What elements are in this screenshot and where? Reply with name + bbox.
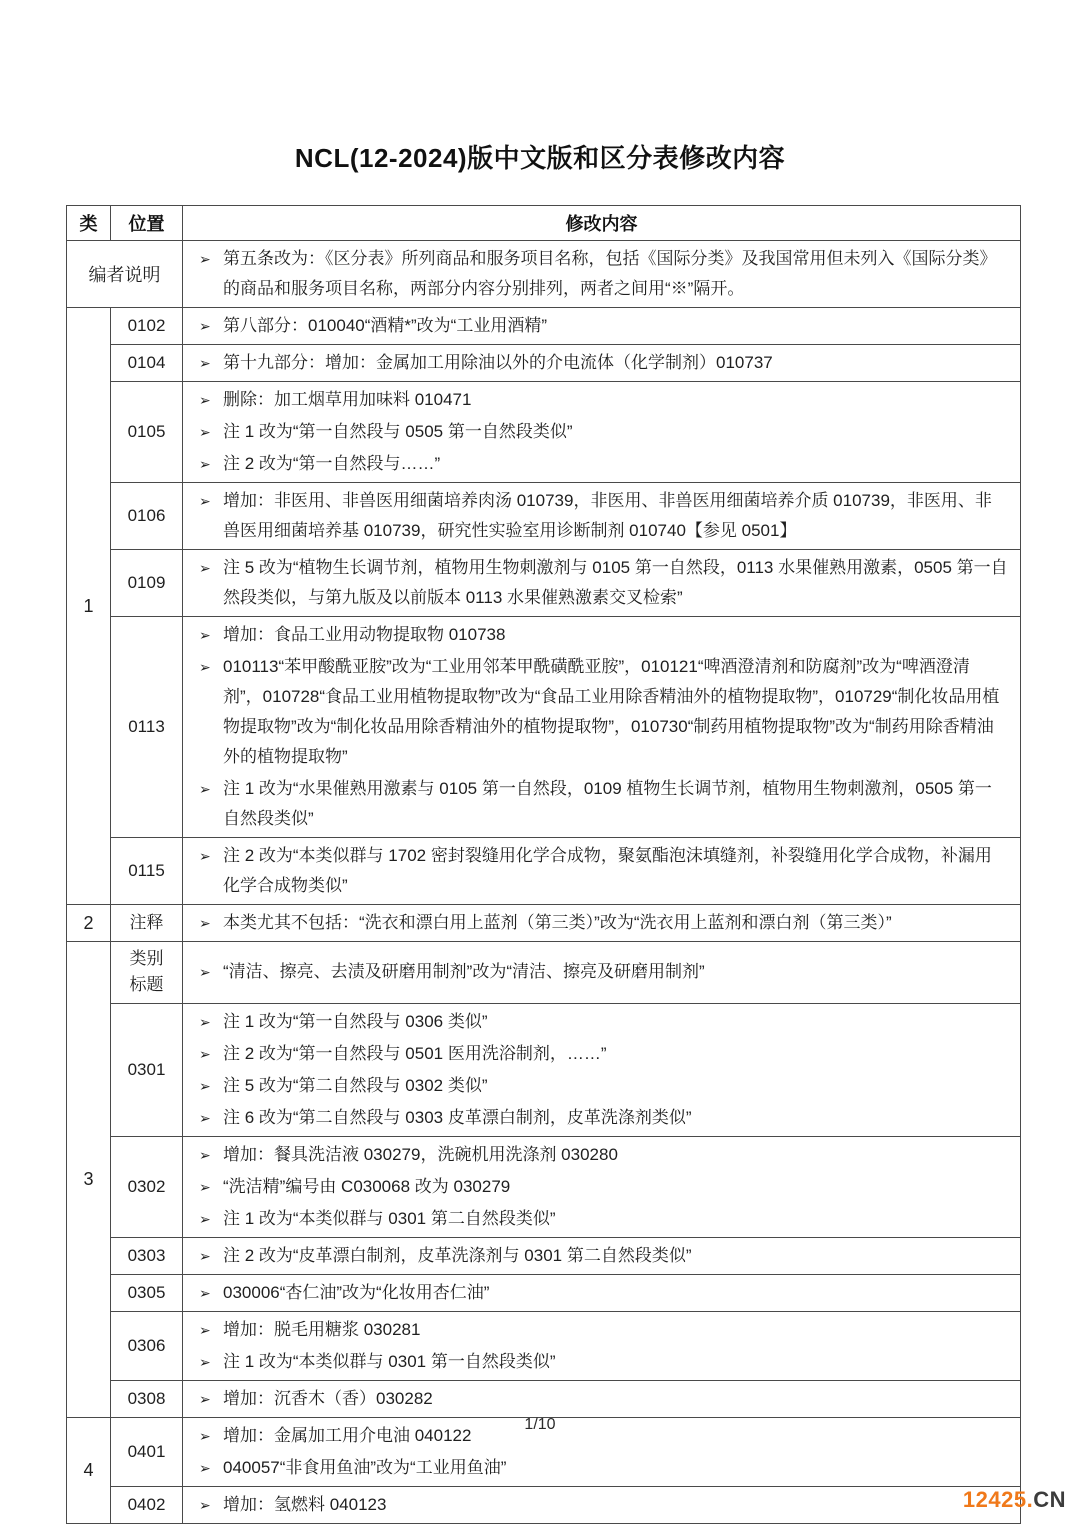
table-row <box>67 617 1021 838</box>
modification-text: 注 2 改为“本类似群与 1702 密封裂缝用化学合成物，聚氨酯泡沫填缝剂，补裂缝用化学合成物，补漏用化学合成物类似” <box>223 846 992 895</box>
modification-item <box>189 552 1008 614</box>
modification-text: 增加：金属加工用介电油 040122 <box>223 1425 472 1445</box>
bullet-arrow-icon: ➢ <box>199 1321 211 1338</box>
position-cell: 0303 <box>111 1237 183 1274</box>
modification-text: 注 2 改为“皮革漂白制剂，皮革洗涤剂与 0301 第二自然段类似” <box>223 1245 692 1265</box>
table-row <box>67 550 1021 617</box>
modification-item <box>189 1383 1008 1415</box>
modification-item <box>189 416 1008 448</box>
modification-text: 本类尤其不包括：“洗衣和漂白用上蓝剂（第三类）”改为“洗衣用上蓝剂和漂白剂（第三类）” <box>223 913 892 932</box>
modification-item <box>189 1452 1008 1484</box>
modification-item <box>189 1489 1008 1521</box>
bullet-arrow-icon: ➢ <box>199 1427 211 1444</box>
position-cell: 0104 <box>111 345 183 382</box>
modification-text: 040057“非食用鱼油”改为“工业用鱼油” <box>223 1457 507 1477</box>
position-cell: 0105 <box>111 382 183 483</box>
position-cell: 0308 <box>111 1380 183 1417</box>
bullet-arrow-icon: ➢ <box>199 392 211 408</box>
position-cell: 0102 <box>111 308 183 345</box>
bullet-arrow-icon: ➢ <box>199 1284 211 1301</box>
position-cell: 0401 <box>111 1417 183 1486</box>
table-row <box>67 905 1021 942</box>
position-cell: 0115 <box>111 838 183 905</box>
bullet-arrow-icon: ➢ <box>199 1045 211 1062</box>
modification-text: 注 1 改为“第一自然段与 0306 类似” <box>223 1011 488 1031</box>
content-cell <box>183 1136 1021 1237</box>
bullet-arrow-icon: ➢ <box>199 1247 211 1264</box>
content-cell <box>183 345 1021 382</box>
watermark-logo <box>963 1487 1066 1513</box>
modification-item <box>189 485 1008 547</box>
content-cell <box>183 617 1021 838</box>
modification-item <box>189 243 1008 305</box>
modification-text: 增加：沉香木（香）030282 <box>223 1388 433 1408</box>
modification-item <box>189 1006 1008 1038</box>
modification-text: 注 5 改为“植物生长调节剂，植物用生物刺激剂与 0105 第一自然段，0113 水果催熟用激素，0505 第一自然段类似，与第九版及以前版本 0113 水果催熟激素交叉检索” <box>223 558 1008 607</box>
modification-item <box>189 1070 1008 1102</box>
table-row <box>67 1136 1021 1237</box>
position-cell: 0305 <box>111 1274 183 1311</box>
modification-item <box>189 1171 1008 1203</box>
content-cell <box>183 483 1021 550</box>
header-position-column: 位置 <box>111 206 183 241</box>
header-class-column: 类 <box>67 206 111 241</box>
bullet-arrow-icon: ➢ <box>199 1390 211 1407</box>
table-row <box>67 241 1021 308</box>
table-row <box>67 1486 1021 1523</box>
table-row <box>67 345 1021 382</box>
modification-text: 增加：餐具洗洁液 030279，洗碗机用洗涤剂 030280 <box>223 1144 618 1164</box>
modification-text: 第五条改为：《区分表》所列商品和服务项目名称，包括《国际分类》及我国常用但未列入《国际分类》的商品和服务项目名称，两部分内容分别排列，两者之间用“※”隔开。 <box>223 249 997 298</box>
page-title: NCL(12-2024)版中文版和区分表修改内容 <box>294 143 786 173</box>
content-cell <box>183 241 1021 308</box>
bullet-arrow-icon: ➢ <box>199 1109 211 1126</box>
position-cell: 注释 <box>111 905 183 942</box>
table-row <box>67 838 1021 905</box>
modification-text: 第十九部分：增加：金属加工用除油以外的介电流体（化学制剂）010737 <box>223 353 773 372</box>
watermark-dark-text: CN <box>1033 1487 1066 1512</box>
modification-text: 增加：食品工业用动物提取物 010738 <box>223 625 506 644</box>
modification-table <box>66 205 1021 1524</box>
content-cell <box>183 308 1021 345</box>
modification-text: 注 1 改为“第一自然段与 0505 第一自然段类似” <box>223 422 573 441</box>
bullet-arrow-icon: ➢ <box>199 456 211 472</box>
modification-item <box>189 1314 1008 1346</box>
bullet-arrow-icon: ➢ <box>199 1146 211 1163</box>
content-cell <box>183 838 1021 905</box>
class-cell: 1 <box>67 308 111 905</box>
bullet-arrow-icon: ➢ <box>199 848 211 864</box>
position-cell: 0113 <box>111 617 183 838</box>
class-cell: 4 <box>67 1417 111 1523</box>
content-cell <box>183 942 1021 1004</box>
table-row <box>67 483 1021 550</box>
table-row <box>67 1237 1021 1274</box>
bullet-arrow-icon: ➢ <box>199 659 211 675</box>
bullet-arrow-icon: ➢ <box>199 964 211 981</box>
class-cell: 3 <box>67 942 111 1418</box>
class-cell: 2 <box>67 905 111 942</box>
position-cell: 0109 <box>111 550 183 617</box>
modification-item <box>189 1102 1008 1134</box>
position-cell: 0106 <box>111 483 183 550</box>
page-number: 1/10 <box>524 1416 556 1433</box>
modification-item <box>189 310 1008 342</box>
modification-text: 注 6 改为“第二自然段与 0303 皮革漂白制剂，皮革洗涤剂类似” <box>223 1107 692 1127</box>
bullet-arrow-icon: ➢ <box>199 318 211 334</box>
modification-text: 010113“苯甲酸酰亚胺”改为“工业用邻苯甲酰磺酰亚胺”，010121“啤酒澄清剂和防腐剂”改为“啤酒澄清剂”，010728“食品工业用植物提取物”改为“食品工业用除香精油外的植物提取物”，010729“制化妆品用植物提取物”改为“制化妆品用除香精油外的植物提取物”，010730“制药用植物提取物”改为“制药用除香精油外的植物提取物” <box>223 657 1000 766</box>
modification-item <box>189 956 1008 988</box>
table-row <box>67 382 1021 483</box>
bullet-arrow-icon: ➢ <box>199 560 211 576</box>
content-cell <box>183 1380 1021 1417</box>
table-row <box>67 942 1021 1004</box>
modification-item <box>189 347 1008 379</box>
table-row <box>67 1274 1021 1311</box>
modification-text: 增加：非医用、非兽医用细菌培养肉汤 010739，非医用、非兽医用细菌培养介质 010739，非医用、非兽医用细菌培养基 010739，研究性实验室用诊断制剂 010740【参见 0501】 <box>223 491 992 540</box>
modification-item <box>189 619 1008 651</box>
bullet-arrow-icon: ➢ <box>199 493 211 509</box>
bullet-arrow-icon: ➢ <box>199 1077 211 1094</box>
modification-text: 注 2 改为“第一自然段与……” <box>223 454 441 473</box>
modification-text: 注 5 改为“第二自然段与 0302 类似” <box>223 1075 488 1095</box>
modification-text: 030006“杏仁油”改为“化妆用杏仁油” <box>223 1282 490 1302</box>
header-content-column: 修改内容 <box>183 206 1021 241</box>
bullet-arrow-icon: ➢ <box>199 1353 211 1370</box>
position-cell: 0306 <box>111 1311 183 1380</box>
content-cell <box>183 1311 1021 1380</box>
modification-text: 增加：脱毛用糖浆 030281 <box>223 1319 421 1339</box>
position-cell: 0302 <box>111 1136 183 1237</box>
modification-item <box>189 651 1008 773</box>
table-body <box>67 241 1021 1524</box>
modification-item <box>189 1277 1008 1309</box>
position-cell: 类别 标题 <box>111 942 183 1004</box>
bullet-arrow-icon: ➢ <box>199 251 211 267</box>
bullet-arrow-icon: ➢ <box>199 627 211 643</box>
content-cell <box>183 550 1021 617</box>
position-cell: 0301 <box>111 1003 183 1136</box>
bullet-arrow-icon: ➢ <box>199 355 211 371</box>
bullet-arrow-icon: ➢ <box>199 781 211 797</box>
bullet-arrow-icon: ➢ <box>199 1013 211 1030</box>
modification-text: 注 1 改为“本类似群与 0301 第一自然段类似” <box>223 1351 556 1371</box>
modification-item <box>189 384 1008 416</box>
modification-text: 注 1 改为“本类似群与 0301 第二自然段类似” <box>223 1208 556 1228</box>
bullet-arrow-icon: ➢ <box>199 424 211 440</box>
modification-text: “清洁、擦亮、去渍及研磨用制剂”改为“清洁、擦亮及研磨用制剂” <box>223 962 705 982</box>
bullet-arrow-icon: ➢ <box>199 1178 211 1195</box>
content-cell <box>183 905 1021 942</box>
modification-text: 删除：加工烟草用加味料 010471 <box>223 390 472 409</box>
modification-text: 注 1 改为“水果催熟用激素与 0105 第一自然段，0109 植物生长调节剂，植物用生物刺激剂，0505 第一自然段类似” <box>223 779 992 828</box>
modification-text: 注 2 改为“第一自然段与 0501 医用洗浴制剂，……” <box>223 1043 607 1063</box>
bullet-arrow-icon: ➢ <box>199 1496 211 1513</box>
table-row <box>67 1003 1021 1136</box>
modification-item <box>189 1346 1008 1378</box>
modification-item <box>189 1038 1008 1070</box>
class-cell: 编者说明 <box>67 241 183 308</box>
modification-item <box>189 907 1008 939</box>
content-cell <box>183 1274 1021 1311</box>
table-row <box>67 1311 1021 1380</box>
content-cell <box>183 382 1021 483</box>
content-cell <box>183 1003 1021 1136</box>
modification-item <box>189 1139 1008 1171</box>
table-header-row <box>67 206 1021 241</box>
modification-item <box>189 1240 1008 1272</box>
content-cell <box>183 1486 1021 1523</box>
modification-item <box>189 1203 1008 1235</box>
bullet-arrow-icon: ➢ <box>199 1210 211 1227</box>
watermark-orange-text: 12425. <box>962 1487 1034 1512</box>
table-row <box>67 308 1021 345</box>
modification-item <box>189 773 1008 835</box>
modification-text: “洗洁精”编号由 C030068 改为 030279 <box>223 1176 511 1196</box>
modification-item <box>189 840 1008 902</box>
bullet-arrow-icon: ➢ <box>199 1459 211 1476</box>
modification-item <box>189 448 1008 480</box>
modification-text: 第八部分：010040“酒精*”改为“工业用酒精” <box>223 316 547 335</box>
content-cell <box>183 1237 1021 1274</box>
modification-text: 增加：氢燃料 040123 <box>223 1494 387 1514</box>
table-row <box>67 1380 1021 1417</box>
position-cell: 0402 <box>111 1486 183 1523</box>
bullet-arrow-icon: ➢ <box>199 915 211 931</box>
